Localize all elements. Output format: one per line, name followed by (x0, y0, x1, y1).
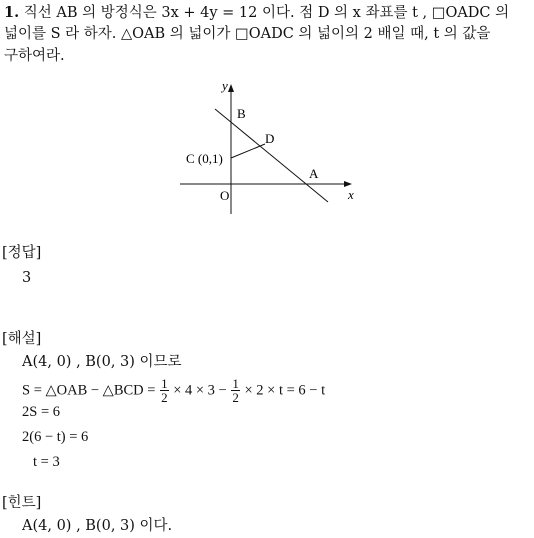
solution-line-2-mid1: × 4 × 3 − (169, 382, 231, 399)
problem-line-2: 넓이를 S 라 하자. △OAB 의 넓이가 □OADC 의 넓이의 2 배일 때, t 의 값을 (4, 26, 491, 42)
fraction-denominator: 2 (161, 390, 168, 405)
fraction-numerator: 1 (232, 376, 239, 391)
label-y-axis: y (222, 78, 228, 93)
solution-line-2 (22, 377, 325, 404)
label-x-axis: x (348, 187, 354, 202)
problem-text-1: 직선 AB 의 방정식은 3x + 4y = 12 이다. 점 D 의 x 좌표를 t , □OADC 의 (23, 5, 510, 21)
answer-header: [정답] (2, 245, 42, 261)
solution-line-2-mid2: × 2 × t = 6 − t (240, 382, 326, 399)
problem-line-1 (4, 3, 509, 23)
segment-cd (231, 144, 265, 158)
fraction-numerator: 1 (161, 376, 168, 391)
solution-header: [해설] (2, 331, 42, 347)
solution-line-5: t = 3 (33, 454, 60, 470)
fraction-denominator: 2 (232, 390, 239, 405)
label-b: B (237, 106, 246, 121)
fraction-half-2 (231, 377, 240, 404)
hint-line-1: A(4, 0) , B(0, 3) 이다. (22, 518, 173, 534)
label-o: O (220, 188, 230, 203)
line-ab (215, 109, 328, 202)
problem-number: 1. (4, 4, 20, 21)
label-d: D (265, 131, 275, 146)
label-c: C (0,1) (186, 151, 223, 166)
hint-header: [힌트] (2, 495, 42, 511)
coordinate-figure (170, 78, 370, 218)
solution-line-4: 2(6 − t) = 6 (22, 429, 89, 445)
answer-value: 3 (22, 270, 32, 286)
y-axis-arrow (228, 84, 234, 92)
fraction-half-1 (160, 377, 169, 404)
solution-line-1: A(4, 0) , B(0, 3) 이므로 (22, 354, 182, 370)
solution-line-3: 2S = 6 (22, 404, 60, 420)
problem-line-3: 구하여라. (4, 48, 65, 64)
solution-line-2-lhs: S = △OAB − △BCD = (22, 382, 160, 399)
label-a: A (309, 166, 319, 181)
